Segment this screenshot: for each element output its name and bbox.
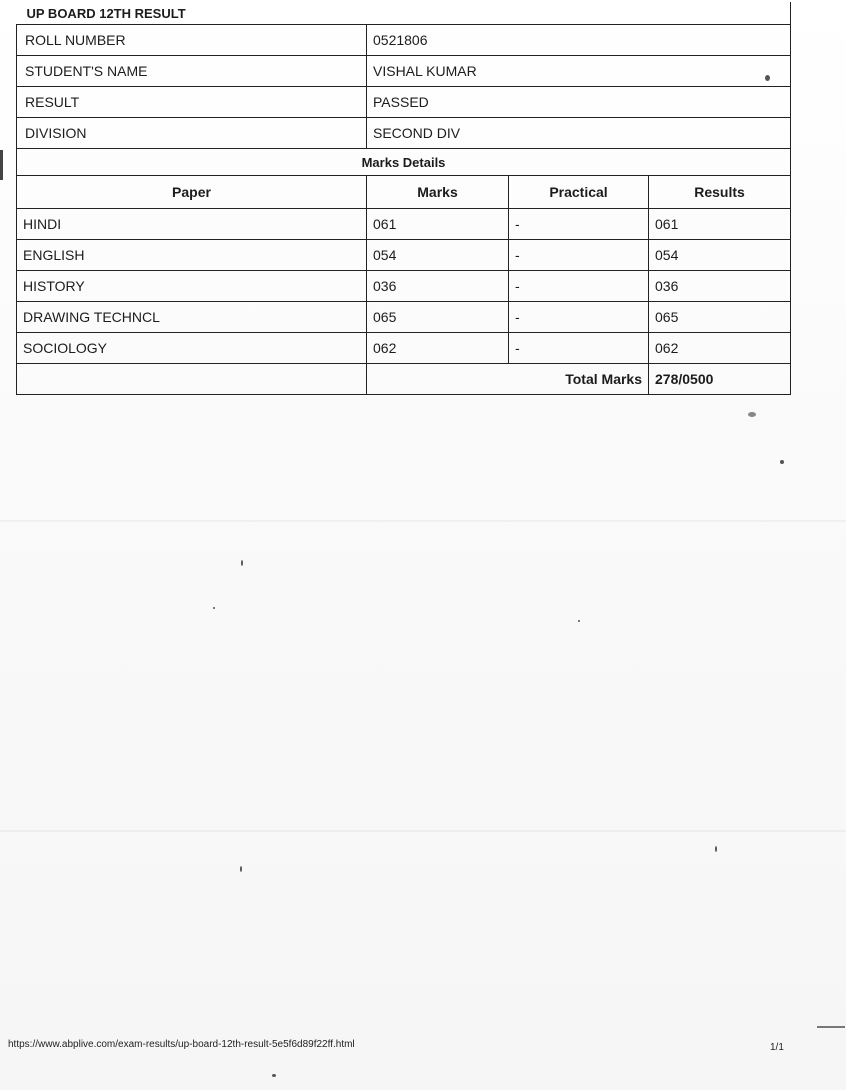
paper-practical: - xyxy=(509,209,649,240)
footer-page-number: 1/1 xyxy=(770,1042,784,1053)
marks-header-row xyxy=(17,176,791,209)
info-row-student-name xyxy=(17,56,791,87)
column-header-paper: Paper xyxy=(17,176,367,209)
paper-marks: 065 xyxy=(367,302,509,333)
paper-result: 061 xyxy=(649,209,791,240)
student-name-label: STUDENT'S NAME xyxy=(17,56,367,87)
paper-practical: - xyxy=(509,302,649,333)
total-empty-cell xyxy=(17,364,367,395)
student-name-value: VISHAL KUMAR xyxy=(367,56,791,87)
paper-name: ENGLISH xyxy=(17,240,367,271)
column-header-practical: Practical xyxy=(509,176,649,209)
scan-speck xyxy=(240,866,242,872)
scan-edge-line xyxy=(817,1026,845,1028)
paper-marks: 036 xyxy=(367,271,509,302)
total-row xyxy=(17,364,791,395)
division-label: DIVISION xyxy=(17,118,367,149)
paper-crease xyxy=(0,830,846,832)
table-row xyxy=(17,302,791,333)
paper-practical: - xyxy=(509,333,649,364)
info-row-roll-number xyxy=(17,25,791,56)
paper-name: HINDI xyxy=(17,209,367,240)
marks-details-heading: Marks Details xyxy=(17,149,791,176)
table-row xyxy=(17,271,791,302)
scan-speck xyxy=(748,412,756,417)
scan-speck xyxy=(213,607,215,609)
scan-speck xyxy=(780,460,784,464)
result-label: RESULT xyxy=(17,87,367,118)
section-heading-row xyxy=(17,149,791,176)
scan-speck xyxy=(578,620,580,622)
paper-result: 062 xyxy=(649,333,791,364)
scan-speck xyxy=(241,560,243,566)
paper-practical: - xyxy=(509,271,649,302)
roll-number-value: 0521806 xyxy=(367,25,791,56)
paper-result: 054 xyxy=(649,240,791,271)
total-marks-value: 278/0500 xyxy=(649,364,791,395)
result-table xyxy=(16,2,791,395)
roll-number-label: ROLL NUMBER xyxy=(17,25,367,56)
total-marks-label: Total Marks xyxy=(367,364,649,395)
scan-edge-mark xyxy=(0,150,3,180)
scan-speck xyxy=(272,1074,276,1077)
table-row xyxy=(17,333,791,364)
paper-practical: - xyxy=(509,240,649,271)
paper-result: 065 xyxy=(649,302,791,333)
paper-marks: 054 xyxy=(367,240,509,271)
table-row xyxy=(17,209,791,240)
info-row-division xyxy=(17,118,791,149)
table-row xyxy=(17,240,791,271)
paper-marks: 062 xyxy=(367,333,509,364)
paper-result: 036 xyxy=(649,271,791,302)
paper-name: SOCIOLOGY xyxy=(17,333,367,364)
result-value: PASSED xyxy=(367,87,791,118)
column-header-results: Results xyxy=(649,176,791,209)
title-row xyxy=(17,2,791,25)
column-header-marks: Marks xyxy=(367,176,509,209)
paper-name: DRAWING TECHNCL xyxy=(17,302,367,333)
scan-speck xyxy=(715,846,717,852)
paper-name: HISTORY xyxy=(17,271,367,302)
scan-speck xyxy=(765,75,770,81)
page-title: UP BOARD 12TH RESULT xyxy=(17,2,791,25)
info-row-result xyxy=(17,87,791,118)
footer-url: https://www.abplive.com/exam-results/up-board-12th-result-5e5f6d89f22ff.html xyxy=(8,1039,355,1050)
paper-crease xyxy=(0,520,846,522)
division-value: SECOND DIV xyxy=(367,118,791,149)
paper-marks: 061 xyxy=(367,209,509,240)
